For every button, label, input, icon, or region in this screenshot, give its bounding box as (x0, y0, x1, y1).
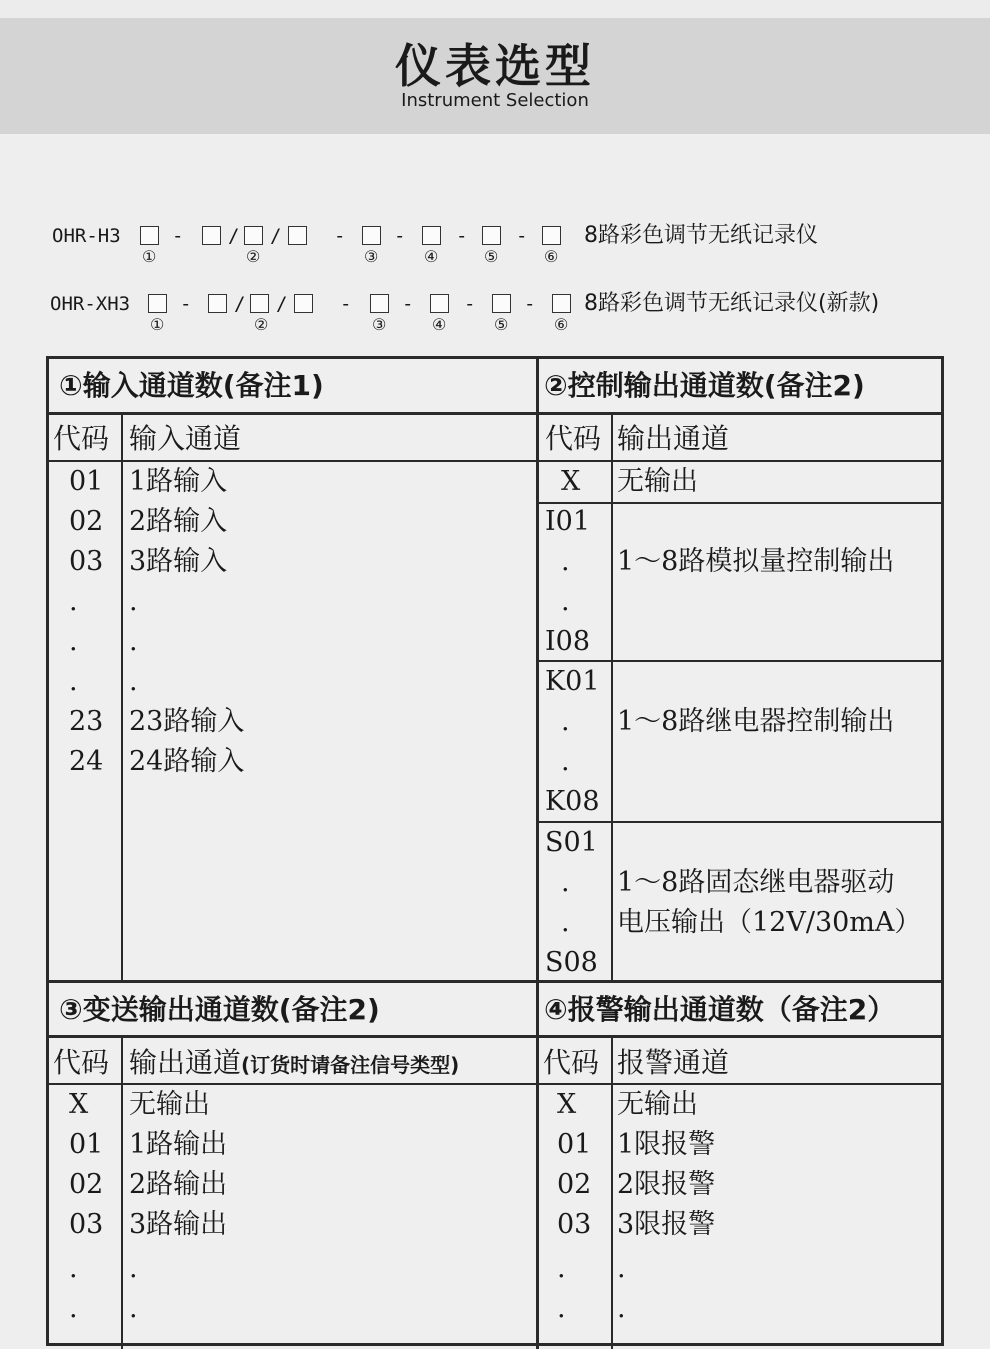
slash: / (270, 225, 282, 247)
sec3-row-name: . (129, 1293, 138, 1324)
sec4-row-name: 1限报警 (617, 1129, 716, 1160)
option-box-3 (370, 294, 389, 313)
sec3-row-code: X (69, 1089, 89, 1120)
sec1-col-divider (121, 414, 123, 981)
sec2-row-divider (539, 502, 941, 504)
dash: - (464, 293, 476, 315)
option-box-2a (208, 294, 227, 313)
page-title: 仪表选型 (395, 39, 595, 93)
sec4-row-code: 03 (557, 1209, 592, 1240)
option-box-2a (202, 226, 221, 245)
sec1-row-name: 23路输入 (129, 706, 245, 737)
header-banner (0, 18, 990, 134)
sec3-row-name: . (129, 1253, 138, 1284)
sec1-row-name: . (129, 666, 138, 697)
lower-title-divider (49, 1035, 941, 1038)
selection-table (46, 356, 944, 1346)
option-box-4 (422, 226, 441, 245)
sec3-order-note: (订货时请备注信号类型) (241, 1053, 460, 1077)
option-box-3 (362, 226, 381, 245)
option-box-1 (148, 294, 167, 313)
circled-number: ⑥ (554, 315, 569, 334)
dash: - (402, 293, 414, 315)
circled-number: ⑥ (544, 247, 559, 266)
sec1-row-name: . (129, 586, 138, 617)
sec2-desc: 1～8路继电器控制输出 (617, 706, 895, 737)
circled-number: ① (150, 315, 165, 334)
sec4-name-header: 报警通道 (617, 1046, 730, 1079)
option-box-6 (542, 226, 561, 245)
model-description: 8路彩色调节无纸记录仪 (584, 223, 818, 248)
sec2-code: . (561, 746, 570, 777)
option-box-2b (244, 226, 263, 245)
page-subtitle: Instrument Selection (401, 90, 589, 111)
sec2-code: . (561, 706, 570, 737)
sec2-desc: 1～8路模拟量控制输出 (617, 546, 895, 577)
option-box-4 (430, 294, 449, 313)
dash: - (524, 293, 536, 315)
column-divider (536, 359, 539, 1349)
sec3-row-code: . (69, 1293, 78, 1324)
option-box-5 (482, 226, 501, 245)
sec2-code: . (561, 907, 570, 938)
sec2-code: K01 (545, 666, 600, 697)
sec3-row-name: 无输出 (129, 1089, 210, 1120)
sec4-code-header: 代码 (543, 1046, 600, 1079)
sec4-row-name: . (617, 1253, 626, 1284)
sec4-row-name: 2限报警 (617, 1169, 716, 1200)
sec3-row-code: 02 (69, 1169, 104, 1200)
sec1-row-name: 3路输入 (129, 546, 228, 577)
sec1-row-code: . (69, 666, 78, 697)
sec4-row-code: 02 (557, 1169, 592, 1200)
lower-section-divider (49, 980, 941, 983)
dash: - (516, 225, 528, 247)
sec3-row-name: 2路输出 (129, 1169, 228, 1200)
circled-number: ④ (424, 247, 439, 266)
sec1-row-name: 1路输入 (129, 466, 228, 497)
dash: - (394, 225, 406, 247)
sec3-name-header (129, 1043, 459, 1085)
model-line-xh3 (50, 290, 940, 334)
sec3-col-divider (121, 1037, 123, 1349)
sec3-row-name: 3路输出 (129, 1209, 228, 1240)
sec1-row-code: 23 (69, 706, 104, 737)
sec2-code: . (561, 867, 570, 898)
sec2-code: . (561, 586, 570, 617)
model-code: OHR-H3 (52, 225, 121, 247)
sec4-row-code: . (557, 1293, 566, 1324)
sec2-code: S01 (545, 827, 598, 858)
option-box-5 (492, 294, 511, 313)
dash: - (456, 225, 468, 247)
slash: / (228, 225, 240, 247)
sec2-code: K08 (545, 786, 600, 817)
sec3-code-header: 代码 (53, 1046, 110, 1079)
circled-number: ② (254, 315, 269, 334)
sec4-col-divider (611, 1037, 613, 1349)
dash: - (334, 225, 346, 247)
sec1-row-code: . (69, 626, 78, 657)
sec1-row-code: . (69, 586, 78, 617)
sec1-row-name: 2路输入 (129, 506, 228, 537)
sec3-row-code: 01 (69, 1129, 104, 1160)
title-divider (49, 412, 941, 415)
option-box-6 (552, 294, 571, 313)
slash: / (276, 293, 288, 315)
sec1-row-code: 24 (69, 746, 104, 777)
sec3-row-code: 03 (69, 1209, 104, 1240)
option-box-1 (140, 226, 159, 245)
model-line-h3 (52, 222, 932, 266)
sec2-desc: 1～8路固态继电器驱动 (617, 867, 895, 898)
sec1-name-header: 输入通道 (129, 422, 242, 455)
sec4-row-code: 01 (557, 1129, 592, 1160)
dash: - (340, 293, 352, 315)
model-description: 8路彩色调节无纸记录仪(新款) (584, 291, 880, 316)
circled-number: ③ (364, 247, 379, 266)
sec2-col-divider (611, 414, 613, 981)
sec2-desc: 电压输出（12V/30mA） (617, 907, 922, 938)
sec2-desc: 无输出 (617, 466, 698, 497)
sec4-row-code: . (557, 1253, 566, 1284)
sec2-name-header: 输出通道 (617, 422, 730, 455)
circled-number: ② (246, 247, 261, 266)
model-code: OHR-XH3 (50, 293, 131, 315)
option-box-2b (250, 294, 269, 313)
sec3-row-name: 1路输出 (129, 1129, 228, 1160)
top-strip (0, 0, 990, 18)
circled-number: ⑤ (484, 247, 499, 266)
sec4-row-code: X (557, 1089, 577, 1120)
sec4-title: ④报警输出通道数（备注2） (544, 993, 896, 1026)
circled-number: ① (142, 247, 157, 266)
sec3-name-label: 输出通道 (129, 1046, 242, 1079)
circled-number: ③ (372, 315, 387, 334)
circled-number: ④ (432, 315, 447, 334)
sec2-code: . (561, 546, 570, 577)
sec2-code: I01 (545, 506, 591, 537)
sec2-code: X (561, 466, 581, 497)
sec2-code: I08 (545, 626, 591, 657)
sec1-row-code: 02 (69, 506, 104, 537)
sec1-code-header: 代码 (53, 422, 110, 455)
sec4-row-name: . (617, 1293, 626, 1324)
sec2-code-header: 代码 (545, 422, 602, 455)
sec2-code: S08 (545, 947, 598, 978)
dash: - (180, 293, 192, 315)
circled-number: ⑤ (494, 315, 509, 334)
sec1-row-code: 03 (69, 546, 104, 577)
sec3-title: ③变送输出通道数(备注2) (59, 993, 380, 1026)
sec4-row-name: 无输出 (617, 1089, 698, 1120)
sec1-row-name: 24路输入 (129, 746, 245, 777)
option-box-2c (294, 294, 313, 313)
sec1-title: ①输入通道数(备注1) (59, 369, 324, 402)
sec2-title: ②控制输出通道数(备注2) (544, 369, 865, 402)
sec3-row-code: . (69, 1253, 78, 1284)
sec1-row-name: . (129, 626, 138, 657)
slash: / (234, 293, 246, 315)
sec4-row-name: 3限报警 (617, 1209, 716, 1240)
option-box-2c (288, 226, 307, 245)
sec1-row-code: 01 (69, 466, 104, 497)
dash: - (172, 225, 184, 247)
